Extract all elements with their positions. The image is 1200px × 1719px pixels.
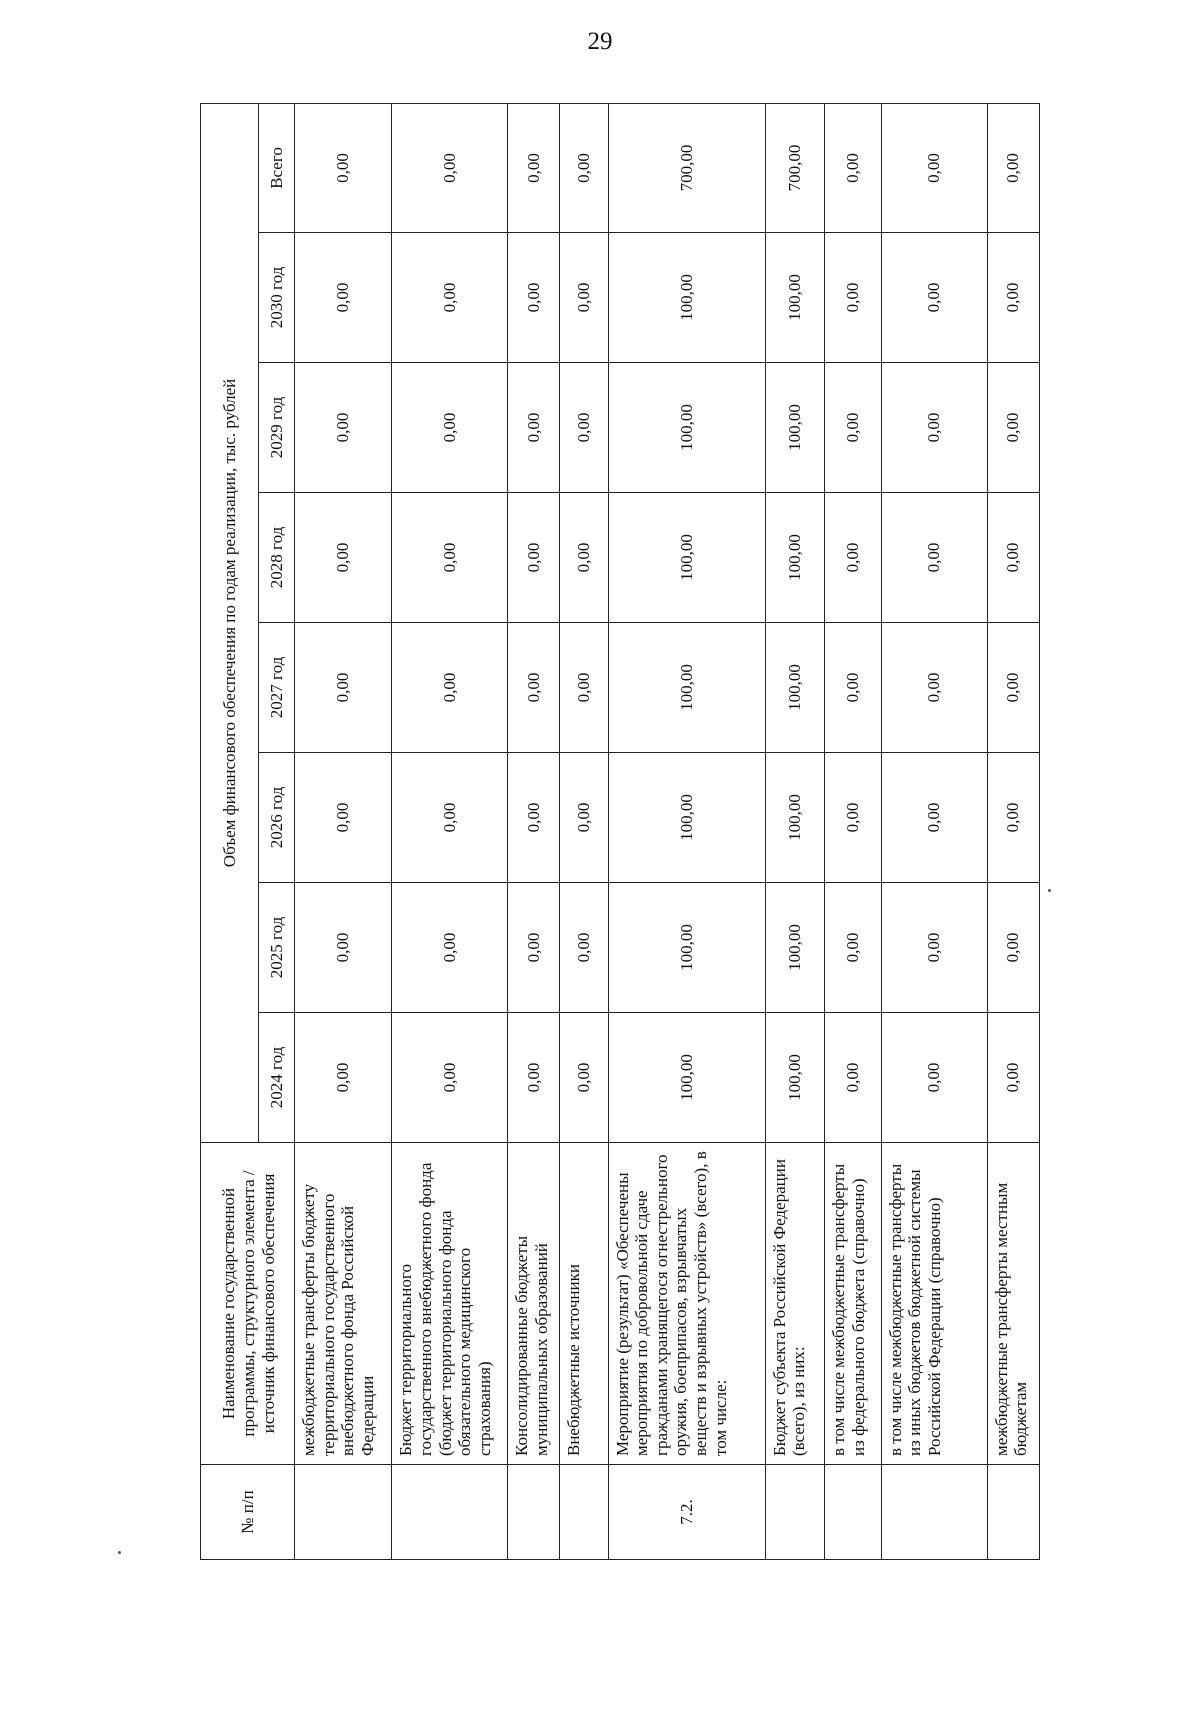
row-year-value: 100,00: [765, 753, 825, 883]
row-year-value: 0,00: [881, 753, 987, 883]
row-year-value: 0,00: [881, 883, 987, 1013]
row-year-value: 0,00: [392, 1013, 508, 1143]
row-name: Внебюджетные источники: [560, 1143, 609, 1465]
row-year-value: 0,00: [825, 623, 881, 753]
row-year-value: 0,00: [508, 493, 560, 623]
row-year-value: 0,00: [560, 233, 609, 363]
row-year-value: 0,00: [825, 883, 881, 1013]
row-year-value: 100,00: [608, 1013, 765, 1143]
row-year-value: 0,00: [881, 233, 987, 363]
row-year-value: 0,00: [508, 233, 560, 363]
table-row: [825, 103, 881, 1559]
table-body: [295, 103, 1040, 1559]
row-year-value: 100,00: [608, 753, 765, 883]
row-year-value: 0,00: [295, 493, 392, 623]
row-year-value: 0,00: [825, 363, 881, 493]
row-year-value: 0,00: [987, 1013, 1039, 1143]
row-number: [560, 1465, 609, 1560]
row-year-value: 0,00: [825, 233, 881, 363]
row-number: 7.2.: [608, 1465, 765, 1560]
header-year: 2025 год: [259, 883, 295, 1013]
row-year-value: 0,00: [987, 883, 1039, 1013]
row-year-value: 0,00: [560, 1013, 609, 1143]
header-name-bottom: источник финансового обеспечения: [259, 1143, 295, 1465]
row-year-value: 0,00: [392, 493, 508, 623]
row-year-value: 0,00: [825, 1013, 881, 1143]
row-total-value: 700,00: [608, 103, 765, 232]
financing-table: [200, 103, 1040, 1560]
row-total-value: 0,00: [508, 103, 560, 232]
row-year-value: 0,00: [825, 753, 881, 883]
header-year: 2027 год: [259, 623, 295, 753]
table-row: [560, 103, 609, 1559]
row-year-value: 100,00: [765, 233, 825, 363]
header-row-2: [259, 103, 295, 1559]
header-volume: Объем финансового обеспечения по годам реализации, тыс. рублей: [201, 103, 259, 1142]
row-total-value: 0,00: [987, 103, 1039, 232]
row-year-value: 0,00: [295, 363, 392, 493]
header-num: № п/п: [201, 1465, 295, 1560]
header-total: Всего: [259, 103, 295, 232]
table-row: [508, 103, 560, 1559]
row-number: [765, 1465, 825, 1560]
row-number: [987, 1465, 1039, 1560]
scan-speck: [1048, 889, 1051, 892]
header-year: 2028 год: [259, 493, 295, 623]
row-year-value: 100,00: [608, 883, 765, 1013]
row-year-value: 0,00: [295, 883, 392, 1013]
row-year-value: 0,00: [295, 1013, 392, 1143]
header-year: 2026 год: [259, 753, 295, 883]
row-year-value: 0,00: [508, 753, 560, 883]
header-row-1: [201, 103, 259, 1559]
row-year-value: 0,00: [392, 883, 508, 1013]
table-row: [987, 103, 1039, 1559]
row-name: в том числе межбюджетные трансферты из федерального бюджета (справочно): [825, 1143, 881, 1465]
table-row: [881, 103, 987, 1559]
row-year-value: 0,00: [508, 1013, 560, 1143]
row-year-value: 0,00: [987, 753, 1039, 883]
row-year-value: 0,00: [560, 753, 609, 883]
row-year-value: 100,00: [608, 493, 765, 623]
row-total-value: 0,00: [560, 103, 609, 232]
row-year-value: 0,00: [881, 1013, 987, 1143]
row-year-value: 0,00: [295, 753, 392, 883]
row-year-value: 100,00: [765, 883, 825, 1013]
row-year-value: 0,00: [825, 493, 881, 623]
table-row: [392, 103, 508, 1559]
row-year-value: 0,00: [987, 233, 1039, 363]
row-year-value: 0,00: [392, 623, 508, 753]
table-row: [765, 103, 825, 1559]
row-name: Консолидированные бюджеты муниципальных образований: [508, 1143, 560, 1465]
row-year-value: 100,00: [765, 1013, 825, 1143]
row-name: в том числе межбюджетные трансферты из иных бюджетов бюджетной системы Российской Федерации (справочно): [881, 1143, 987, 1465]
header-year: 2030 год: [259, 233, 295, 363]
row-year-value: 0,00: [508, 363, 560, 493]
row-number: [295, 1465, 392, 1560]
header-year: 2024 год: [259, 1013, 295, 1143]
row-year-value: 0,00: [560, 883, 609, 1013]
row-year-value: 100,00: [765, 363, 825, 493]
row-year-value: 0,00: [881, 363, 987, 493]
row-year-value: 100,00: [765, 493, 825, 623]
row-year-value: 0,00: [295, 623, 392, 753]
row-year-value: 100,00: [765, 623, 825, 753]
page-number: 29: [587, 28, 613, 55]
row-number: [825, 1465, 881, 1560]
table-row: [295, 103, 392, 1559]
row-year-value: 0,00: [987, 493, 1039, 623]
row-year-value: 0,00: [295, 233, 392, 363]
row-year-value: 100,00: [608, 233, 765, 363]
row-year-value: 0,00: [560, 493, 609, 623]
row-name: Бюджет субъекта Российской Федерации (всего), из них:: [765, 1143, 825, 1465]
row-name: межбюджетные трансферты местным бюджетам: [987, 1143, 1039, 1465]
row-year-value: 0,00: [508, 623, 560, 753]
rotated-table-container: [200, 104, 1040, 1560]
row-number: [881, 1465, 987, 1560]
row-name: Бюджет территориального государственного внебюджетного фонда (бюджет территориального фонда обязательного медицинского страхования): [392, 1143, 508, 1465]
row-total-value: 0,00: [392, 103, 508, 232]
row-name: межбюджетные трансферты бюджету территориального государственного внебюджетного фонда Российской Федерации: [295, 1143, 392, 1465]
row-year-value: 0,00: [508, 883, 560, 1013]
row-total-value: 0,00: [825, 103, 881, 232]
row-total-value: 0,00: [295, 103, 392, 232]
header-year: 2029 год: [259, 363, 295, 493]
row-number: [508, 1465, 560, 1560]
row-year-value: 0,00: [987, 363, 1039, 493]
row-year-value: 0,00: [392, 233, 508, 363]
row-year-value: 0,00: [881, 493, 987, 623]
row-number: [392, 1465, 508, 1560]
row-year-value: 0,00: [392, 363, 508, 493]
row-year-value: 0,00: [881, 623, 987, 753]
row-year-value: 0,00: [560, 623, 609, 753]
row-total-value: 700,00: [765, 103, 825, 232]
header-name-top: Наименование государственной программы, структурного элемента /: [201, 1143, 259, 1465]
row-year-value: 100,00: [608, 363, 765, 493]
table-row: [608, 103, 765, 1559]
row-year-value: 100,00: [608, 623, 765, 753]
row-name: Мероприятие (результат) «Обеспечены мероприятия по добровольной сдаче гражданами хранящегося огнестрельного оружия, боеприпасов, взрывчатых веществ и взрывных устройств» (всего), в том числе:: [608, 1143, 765, 1465]
scan-speck: [118, 1551, 121, 1554]
row-total-value: 0,00: [881, 103, 987, 232]
row-year-value: 0,00: [987, 623, 1039, 753]
row-year-value: 0,00: [392, 753, 508, 883]
row-year-value: 0,00: [560, 363, 609, 493]
